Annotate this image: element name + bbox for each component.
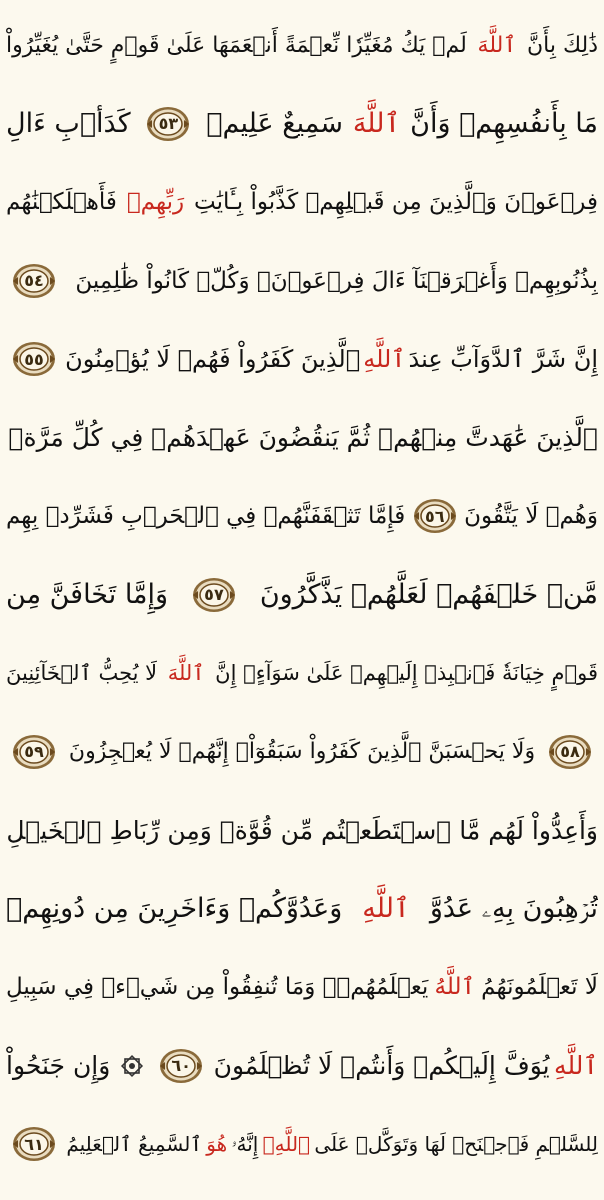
ayah-number-marker-icon: [158, 1046, 204, 1086]
ayah-number: ٥٩: [24, 742, 44, 761]
verse-text: يَعۡلَمُهُمۡۚ وَمَا تُنفِقُواْ مِن شَيۡءٖ فِي سَبِيلِ: [6, 974, 429, 1000]
verse-line: [6, 795, 598, 865]
verse-text: بِذُنُوبِهِمۡ وَأَغۡرَقۡنَآ ءَالَ فِرۡعَوۡنَۚ وَكُلّٞ كَانُواْ ظَٰلِمِينَ: [75, 267, 598, 294]
verse-text: تُرۡهِبُونَ بِهِۦ عَدُوَّ: [429, 892, 598, 924]
ayah-number-marker-icon: [145, 104, 191, 144]
verse-line: [6, 717, 598, 787]
verse-text: ٱلَّذِينَ عَٰهَدتَّ مِنۡهُمۡ ثُمَّ يَنقُضُونَ عَهۡدَهُمۡ فِي كُلِّ مَرَّةٖ: [8, 423, 598, 452]
divine-name-text: هُوَ: [206, 1132, 228, 1156]
divine-name-text: رَبِّهِمۡ: [126, 189, 185, 215]
verse-text: ذَٰلِكَ بِأَنَّ: [526, 32, 598, 58]
verse-line: [6, 167, 598, 237]
verse-line: [6, 638, 598, 708]
ayah-number: ٥٦: [424, 506, 445, 526]
verse-line: [6, 324, 598, 394]
ayah-number-marker-icon: [11, 261, 57, 301]
divine-name-text: ٱللَّهِۚ: [262, 1132, 311, 1156]
ayah-number: ٥٥: [24, 349, 44, 369]
divine-name-text: ٱللَّهِ: [363, 345, 406, 373]
verse-text: كَدَأۡبِ ءَالِ: [6, 108, 131, 139]
verse-line: [6, 10, 598, 80]
verse-text: مَا بِأَنفُسِهِمۡ وَأَنَّ: [410, 108, 598, 139]
ayah-number: ٥٣: [158, 114, 179, 133]
verse-line: [6, 246, 598, 316]
ayah-number-marker-icon: [11, 339, 57, 379]
verse-line: [6, 403, 598, 473]
verse-text: يُوَفَّ إِلَيۡكُمۡ وَأَنتُمۡ لَا تُظۡلَمُونَ: [213, 1051, 550, 1080]
verse-text: وَأَعِدُّواْ لَهُم مَّا ٱسۡتَطَعۡتُم مِّن قُوَّةٖ وَمِن رِّبَاطِ ٱلۡخَيۡلِ: [6, 815, 598, 845]
verse-line: [6, 874, 598, 944]
verse-text: إِنَّهُۥ: [231, 1132, 259, 1156]
verse-line: [6, 89, 598, 159]
divine-name-text: ٱللَّهِ: [362, 893, 410, 924]
ayah-number-marker-icon: [11, 732, 57, 772]
verse-text: فِرۡعَوۡنَ وَٱلَّذِينَ مِن قَبۡلِهِمۡ كَذَّبُواْ بِـَٔايَٰتِ: [194, 189, 598, 215]
verse-text: لَمۡ يَكُ مُغَيِّرٗا نِّعۡمَةً أَنۡعَمَهَا عَلَىٰ قَوۡمٍ حَتَّىٰ يُغَيِّرُواْ: [6, 32, 467, 58]
verse-line: [6, 481, 598, 551]
ayah-number: ٦٠: [171, 1056, 191, 1075]
verse-text: وَعَدُوَّكُمۡ وَءَاخَرِينَ مِن دُونِهِمۡ: [6, 893, 343, 924]
verse-text: لَا تَعۡلَمُونَهُمُ: [481, 974, 598, 1000]
ayah-number-marker-icon: [412, 496, 458, 536]
ayah-number: ٦١: [24, 1134, 44, 1154]
divine-name-text: ٱللَّهَ: [477, 32, 517, 58]
verse-text: سَمِيعٌ عَلِيمٞ: [206, 108, 343, 139]
ayah-number-marker-icon: [11, 1124, 57, 1164]
verse-text: فَإِمَّا تَثۡقَفَنَّهُمۡ فِي ٱلۡحَرۡبِ فَشَرِّدۡ بِهِم: [6, 503, 406, 529]
ayah-number: ٥٤: [24, 271, 44, 290]
verse-text: ٱلسَّمِيعُ ٱلۡعَلِيمُ: [66, 1132, 203, 1156]
verse-line: [6, 1109, 598, 1179]
verse-line: [6, 952, 598, 1022]
verse-text: مَّنۡ خَلۡفَهُمۡ لَعَلَّهُمۡ يَذَّكَّرُونَ: [259, 579, 598, 610]
ayah-number: ٥٧: [204, 585, 224, 604]
verse-text: إِنَّ شَرَّ ٱلدَّوَآبِّ عِندَ: [408, 345, 598, 373]
ayah-number-marker-icon: [547, 732, 593, 772]
divine-name-text: ٱللَّهُ: [434, 974, 475, 1000]
verse-text: فَأَهۡلَكۡنَٰهُم: [6, 189, 117, 215]
divine-name-text: ٱللَّهَ: [352, 108, 401, 139]
ayah-number: ٥٨: [560, 742, 580, 761]
verse-text: قَوۡمٍ خِيَانَةٗ فَٱنۢبِذۡ إِلَيۡهِمۡ عَلَىٰ سَوَآءٍۚ إِنَّ: [215, 661, 598, 685]
verse-text: وَإِن جَنَحُواْ: [6, 1051, 111, 1080]
verse-text: وَهُمۡ لَا يَتَّقُونَ: [464, 503, 598, 529]
verse-line: [6, 560, 598, 630]
verse-line: [6, 1031, 598, 1101]
rub-el-hizb-icon: [119, 1053, 145, 1079]
verse-text: وَإِمَّا تَخَافَنَّ مِن: [6, 579, 169, 610]
verse-text: لَا يُحِبُّ ٱلۡخَآئِنِينَ: [6, 661, 158, 685]
verse-text: ٱلَّذِينَ كَفَرُواْ فَهُمۡ لَا يُؤۡمِنُونَ: [65, 345, 361, 373]
divine-name-text: ٱللَّهَ: [167, 661, 205, 685]
verse-text: وَلَا يَحۡسَبَنَّ ٱلَّذِينَ كَفَرُواْ سَبَقُوٓاْۚ إِنَّهُمۡ لَا يُعۡجِزُونَ: [68, 739, 536, 764]
verse-text: لِلسَّلۡمِ فَٱجۡنَحۡ لَهَا وَتَوَكَّلۡ عَلَى: [314, 1132, 598, 1156]
ayah-number-marker-icon: [191, 575, 237, 615]
divine-name-text: ٱللَّهِ: [554, 1051, 598, 1080]
